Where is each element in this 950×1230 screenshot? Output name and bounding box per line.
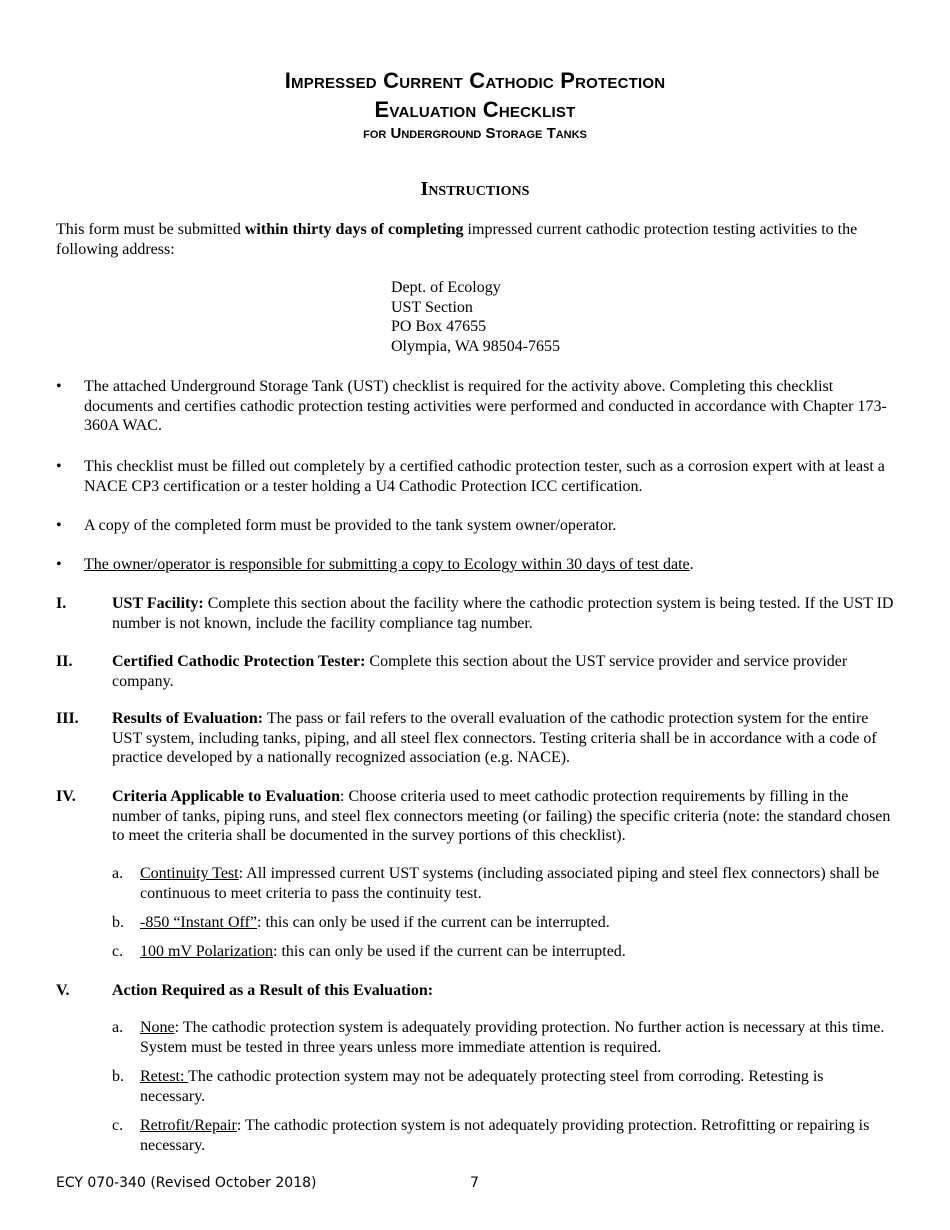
bullet-text-end: . — [689, 556, 694, 573]
intro-text-start: This form must be submitted — [56, 221, 245, 238]
item-body: : this can only be used if the current can be interrupted. — [257, 914, 610, 931]
page-number: 7 — [470, 1175, 479, 1191]
item-text — [140, 1116, 892, 1155]
bullet-underlined-text: The owner/operator is responsible for submitting a copy to Ecology within 30 days of test date — [84, 556, 690, 573]
section-text — [112, 652, 896, 691]
form-id-footer: ECY 070-340 (Revised October 2018) — [56, 1175, 317, 1191]
section-text — [112, 594, 896, 633]
criteria-item-continuity — [112, 864, 892, 903]
action-item-retest — [112, 1067, 892, 1106]
section-number: III. — [56, 710, 79, 727]
bullet-text: This checklist must be filled out completely by a certified cathodic protection tester, such as a corrosion expert with at least a NACE CP3 certification or a tester holding a U4 Cathodic Protection ICC certification. — [84, 458, 885, 495]
item-text — [140, 1018, 892, 1057]
item-text — [140, 942, 892, 962]
item-text — [140, 1067, 892, 1106]
item-text — [140, 913, 892, 933]
bullet-text — [84, 555, 896, 575]
item-body: : The cathodic protection system is not adequately providing protection. Retrofitting or repairing is necessary. — [140, 1117, 870, 1154]
item-body: : All impressed current UST systems (including associated piping and steel flex connectors) shall be continuous to meet criteria to pass the continuity test. — [140, 865, 880, 902]
address-line-2: UST Section — [391, 298, 473, 316]
bullet-item — [56, 516, 896, 536]
bullet-text: A copy of the completed form must be provided to the tank system owner/operator. — [84, 517, 617, 534]
bullet-item — [56, 457, 896, 496]
section-body: The pass or fail refers to the overall evaluation of the cathodic protection system for the entire UST system, including tanks, piping, and all steel flex connectors. Testing criteria shall be in accordance with a code of practice developed by a nationally recognized association (e.g. NACE). — [112, 710, 877, 767]
bullet-dot-icon: • — [56, 556, 62, 573]
section-body: : Choose criteria used to meet cathodic protection requirements by filling in the number of tanks, piping runs, and steel flex connectors meeting (or failing) the specific criteria (note: the standard chosen to meet the criteria shall be documented in the survey portions of this checklist). — [112, 788, 891, 845]
item-term: None — [140, 1019, 175, 1036]
criteria-item-polarization — [112, 942, 892, 962]
instructions-heading: Instructions — [420, 178, 530, 200]
title-block — [0, 66, 950, 144]
title-line-1: Impressed Current Cathodic Protection — [284, 68, 666, 93]
address-line-1: Dept. of Ecology — [391, 279, 501, 296]
section-text — [112, 709, 896, 768]
item-letter: a. — [112, 1019, 124, 1036]
item-letter: b. — [112, 914, 124, 931]
item-letter: c. — [112, 943, 124, 960]
section-action-required — [56, 981, 896, 1001]
section-number: II. — [56, 653, 73, 670]
bullet-item — [56, 377, 896, 436]
section-body: Complete this section about the UST service provider and service provider company. — [112, 653, 848, 690]
item-term: Continuity Test — [140, 865, 239, 882]
section-certified-tester — [56, 652, 896, 691]
bullet-dot-icon: • — [56, 517, 62, 534]
criteria-item-instant-off — [112, 913, 892, 933]
item-term: Retest: — [140, 1068, 189, 1085]
mailing-address — [391, 278, 691, 356]
section-heading: UST Facility: — [112, 595, 204, 612]
subtitle: for Underground Storage Tanks — [363, 125, 587, 142]
item-body: The cathodic protection system may not be adequately protecting steel from corroding. Retesting is necessary. — [140, 1068, 824, 1105]
section-heading: Results of Evaluation: — [112, 710, 264, 727]
bullet-dot-icon: • — [56, 378, 62, 395]
section-text — [112, 787, 896, 846]
item-term: -850 “Instant Off” — [140, 914, 257, 931]
section-number: V. — [56, 982, 70, 999]
bullet-dot-icon: • — [56, 458, 62, 475]
intro-paragraph — [56, 220, 896, 259]
action-item-retrofit-repair — [112, 1116, 892, 1155]
action-item-none — [112, 1018, 892, 1057]
item-letter: a. — [112, 865, 124, 882]
section-body: Complete this section about the facility where the cathodic protection system is being tested. If the UST ID number is not known, include the facility compliance tag number. — [112, 595, 894, 632]
item-text — [140, 864, 892, 903]
section-results-of-evaluation — [56, 709, 896, 768]
item-letter: c. — [112, 1117, 124, 1134]
section-number: IV. — [56, 788, 76, 805]
section-heading: Criteria Applicable to Evaluation — [112, 788, 340, 805]
address-line-4: Olympia, WA 98504-7655 — [391, 337, 561, 355]
intro-text-end: impressed current cathodic protection testing activities to the following address: — [56, 221, 858, 258]
intro-bold-text: within thirty days of completing — [244, 221, 464, 238]
item-term: Retrofit/Repair — [140, 1117, 237, 1134]
address-line-3: PO Box 47655 — [391, 318, 487, 336]
bullet-item — [56, 555, 896, 575]
section-ust-facility — [56, 594, 896, 633]
item-term: 100 mV Polarization — [140, 943, 274, 960]
section-criteria — [56, 787, 896, 846]
section-heading: Certified Cathodic Protection Tester: — [112, 653, 366, 670]
section-text — [112, 981, 896, 1001]
item-body: : this can only be used if the current can be interrupted. — [273, 943, 626, 960]
item-body: : The cathodic protection system is adequately providing protection. No further action is necessary at this time. System must be tested in three years unless more immediate attention is required. — [140, 1019, 885, 1056]
section-heading: Action Required as a Result of this Evaluation: — [112, 982, 434, 999]
item-letter: b. — [112, 1068, 124, 1085]
title-line-2: Evaluation Checklist — [374, 97, 576, 122]
section-number: I. — [56, 595, 67, 612]
bullet-text: The attached Underground Storage Tank (UST) checklist is required for the activity above. Completing this checklist documents and certifies cathodic protection testing activities were performed and conducted in accordance with Chapter 173-360A WAC. — [84, 378, 887, 435]
